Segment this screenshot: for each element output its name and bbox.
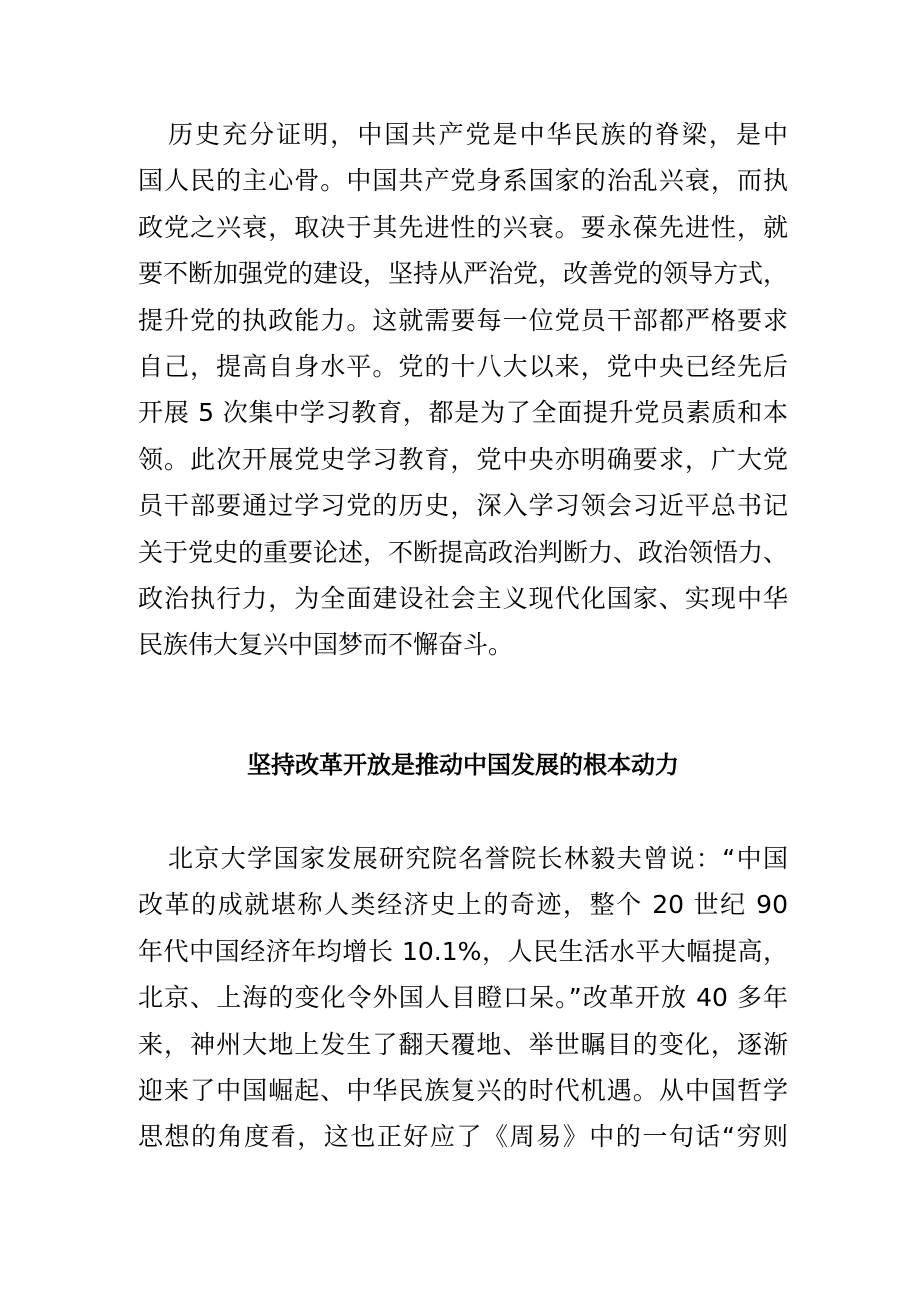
paragraph-line: 迎来了中国崛起、中华民族复兴的时代机遇。从中国哲学 xyxy=(138,1075,788,1105)
paragraph-line: 领。此次开展党史学习教育，党中央亦明确要求，广大党 xyxy=(138,444,788,474)
paragraph-line: 政党之兴衰，取决于其先进性的兴衰。要永葆先进性，就 xyxy=(138,212,788,242)
paragraph-line: 要不断加强党的建设，坚持从严治党，改善党的领导方式， xyxy=(138,259,789,289)
paragraph-history xyxy=(138,112,788,669)
paragraph-line: 开展 5 次集中学习教育，都是为了全面提升党员素质和本 xyxy=(138,398,788,428)
paragraph-line: 自己，提高自身水平。党的十八大以来，党中央已经先后 xyxy=(138,351,788,381)
paragraph-line: 年代中国经济年均增长 10.1%，人民生活水平大幅提高， xyxy=(138,936,788,966)
paragraph-line: 北京大学国家发展研究院名誉院长林毅夫曾说：“中国 xyxy=(168,844,788,873)
paragraph-line: 历史充分证明，中国共产党是中华民族的脊梁，是中 xyxy=(168,120,788,149)
section-heading: 坚持改革开放是推动中国发展的根本动力 xyxy=(247,751,679,779)
paragraph-line: 思想的角度看，这也正好应了《周易》中的一句话“穷则 xyxy=(138,1122,788,1152)
paragraph-line: 政治执行力，为全面建设社会主义现代化国家、实现中华 xyxy=(138,583,788,613)
paragraph-line: 民族伟大复兴中国梦而不懈奋斗。 xyxy=(138,630,514,660)
paragraph-line: 北京、上海的变化令外国人目瞪口呆。”改革开放 40 多年 xyxy=(138,983,788,1013)
paragraph-line: 员干部要通过学习党的历史，深入学习领会习近平总书记 xyxy=(138,491,788,521)
paragraph-line: 来，神州大地上发生了翻天覆地、举世瞩目的变化，逐渐 xyxy=(138,1029,788,1059)
paragraph-line: 国人民的主心骨。中国共产党身系国家的治乱兴衰，而执 xyxy=(138,166,788,196)
paragraph-line: 改革的成就堪称人类经济史上的奇迹，整个 20 世纪 90 xyxy=(138,890,788,920)
paragraph-reform xyxy=(138,836,788,1161)
paragraph-line: 提升党的执政能力。这就需要每一位党员干部都严格要求 xyxy=(138,305,788,335)
paragraph-line: 关于党史的重要论述，不断提高政治判断力、政治领悟力、 xyxy=(138,537,789,567)
